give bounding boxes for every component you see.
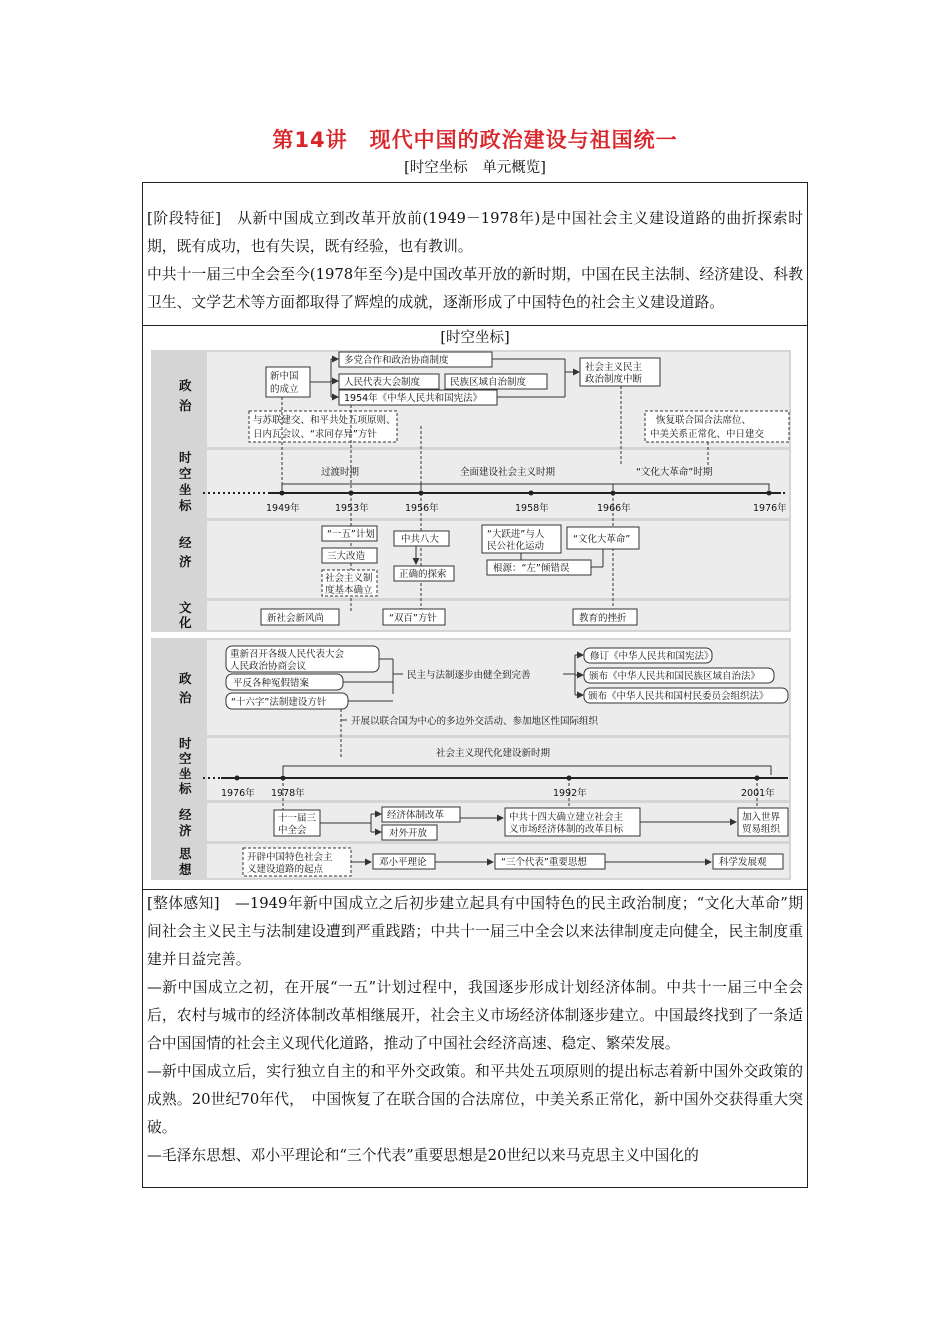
period-new: 社会主义现代化建设新时期 bbox=[436, 748, 551, 759]
svg-text:想: 想 bbox=[179, 862, 192, 877]
box-leap-2: 民公社化运动 bbox=[487, 541, 545, 552]
box-plenum-2: 中全会 bbox=[278, 825, 307, 836]
box-congress8: 中共八大 bbox=[401, 534, 440, 545]
diagram-1976-2001 bbox=[151, 638, 791, 880]
stage-features-cell bbox=[143, 183, 807, 326]
box-market-2: 义市场经济体制的改革目标 bbox=[509, 824, 624, 835]
overall-paragraph-1: [整体感知] —1949年新中国成立之后初步建立起具有中国特色的民主政治制度；“文化大革命”期间社会主义民主与法制建设遭到严重践踏；中共十一届三中全会以来法律制度走向健全，民主制度重建并日益完善。 bbox=[147, 895, 803, 968]
box-explore: 正确的探索 bbox=[399, 569, 447, 580]
svg-text:坐: 坐 bbox=[179, 766, 192, 781]
year-1949: 1949年 bbox=[266, 503, 300, 514]
box-revise: 修订《中华人民共和国宪法》 bbox=[590, 651, 714, 662]
year-2001: 2001年 bbox=[741, 788, 775, 799]
box-const1954: 1954年《中华人民共和国宪法》 bbox=[344, 393, 483, 404]
box-wto-2: 贸易组织 bbox=[742, 824, 781, 835]
box-un-1: 恢复联合国合法席位、 bbox=[656, 415, 752, 426]
box-redress: 平反各种冤假错案 bbox=[233, 678, 310, 689]
box-interrupt-1: 社会主义民主 bbox=[585, 362, 643, 373]
svg-text:标: 标 bbox=[179, 498, 192, 513]
period-transition: 过渡时期 bbox=[321, 467, 360, 478]
overall-cell bbox=[143, 890, 807, 1188]
timeline-diagram bbox=[151, 350, 791, 880]
box-socialism-1: 社会主义制 bbox=[325, 573, 373, 584]
d2-label-economy: 经 bbox=[179, 807, 192, 822]
box-founding-1: 新中国 bbox=[270, 371, 299, 382]
year-1978: 1978年 bbox=[271, 788, 305, 799]
svg-text:济: 济 bbox=[179, 823, 192, 838]
box-multi: 开展以联合国为中心的多边外交活动、参加地区性国际组织 bbox=[351, 716, 599, 727]
overall-paragraph-2: —新中国成立之初，在开展“一五”计划过程中，我国逐步形成计划经济体制。中共十一届三中全会后，农村与城市的经济体制改革相继展开，社会主义市场经济体制逐步建立。中国最终找到了一条适合中国国情的社会主义现代化道路，推动了中国社会经济高速、稳定、繁荣发展。 bbox=[147, 979, 803, 1052]
coordinate-caption: [时空坐标] bbox=[440, 330, 510, 346]
box-plenum-1: 十一届三 bbox=[278, 813, 317, 824]
period-allround: 全面建设社会主义时期 bbox=[460, 467, 556, 478]
d1-label-time: 时 bbox=[179, 450, 192, 465]
d2-label-time: 时 bbox=[179, 736, 192, 751]
diagram-1949-1976 bbox=[151, 350, 791, 632]
box-ethniclaw: 颁布《中华人民共和国民族区域自治法》 bbox=[589, 671, 761, 682]
year-1966: 1966年 bbox=[597, 503, 631, 514]
box-socialism-2: 度基本确立 bbox=[325, 585, 373, 596]
box-road-2: 义建设道路的起点 bbox=[247, 864, 324, 875]
svg-text:治: 治 bbox=[179, 690, 192, 705]
box-plan: “一五”计划 bbox=[327, 529, 375, 540]
d2-label-politics: 政 bbox=[179, 671, 192, 686]
box-edu: 教育的挫折 bbox=[579, 613, 627, 624]
box-interrupt-2: 政治制度中断 bbox=[585, 374, 643, 385]
page-title: 第14讲 现代中国的政治建设与祖国统一 bbox=[272, 128, 678, 152]
stage-paragraph-1: [阶段特征] 从新中国成立到改革开放前(1949－1978年)是中国社会主义建设道路的曲折探索时期，既有成功，也有失误，既有经验，也有教训。 bbox=[147, 210, 803, 255]
box-villagelaw: 颁布《中华人民共和国村民委员会组织法》 bbox=[588, 691, 769, 702]
page-subtitle: [时空坐标 单元概览] bbox=[404, 160, 546, 176]
d1-label-politics-2: 治 bbox=[179, 398, 192, 413]
box-sixteen: “十六字”法制建设方针 bbox=[231, 697, 327, 708]
overall-paragraph-4: —毛泽东思想、邓小平理论和“三个代表”重要思想是20世纪以来马克思主义中国化的 bbox=[147, 1147, 699, 1164]
box-diplomacy-1: 与苏联建交、和平共处五项原则、 bbox=[253, 415, 396, 426]
box-newstyle: 新社会新风尚 bbox=[267, 613, 325, 624]
year-1956: 1956年 bbox=[405, 503, 439, 514]
svg-text:空: 空 bbox=[179, 751, 192, 766]
year-1976b: 1976年 bbox=[221, 788, 255, 799]
box-road-1: 开辟中国特色社会主 bbox=[247, 852, 333, 863]
d1-label-culture: 文 bbox=[179, 600, 192, 615]
box-econreform: 经济体制改革 bbox=[387, 810, 445, 821]
box-market-1: 中共十四大确立建立社会主 bbox=[509, 812, 624, 823]
overview-table bbox=[142, 182, 808, 1188]
box-three: “三个代表”重要思想 bbox=[501, 857, 587, 868]
year-1976: 1976年 bbox=[753, 503, 787, 514]
improve-text: 民主与法制逐步由健全到完善 bbox=[407, 670, 531, 681]
year-1992: 1992年 bbox=[553, 788, 587, 799]
box-wto-1: 加入世界 bbox=[742, 812, 781, 823]
box-leap-1: “大跃进”与人 bbox=[487, 529, 545, 540]
box-founding-2: 的成立 bbox=[270, 384, 299, 395]
d1-label-politics-1: 政 bbox=[179, 378, 192, 393]
svg-text:空: 空 bbox=[179, 466, 192, 481]
box-ethnic: 民族区域自治制度 bbox=[450, 377, 527, 388]
d2-label-thought: 思 bbox=[179, 846, 192, 861]
box-shuangbai: “双百”方针 bbox=[389, 613, 437, 624]
box-deng: 邓小平理论 bbox=[379, 857, 427, 868]
svg-text:化: 化 bbox=[179, 615, 192, 630]
stage-paragraph-2: 中共十一届三中全会至今(1978年至今)是中国改革开放的新时期，中国在民主法制、经济建设、科教卫生、文学艺术等方面都取得了辉煌的成就，逐渐形成了中国特色的社会主义建设道路。 bbox=[147, 266, 803, 311]
year-1953: 1953年 bbox=[335, 503, 369, 514]
box-npc: 人民代表大会制度 bbox=[344, 377, 421, 388]
box-open: 对外开放 bbox=[389, 828, 428, 839]
box-reform3: 三大改造 bbox=[327, 551, 366, 562]
box-diplomacy-2: 日内瓦会议、“求同存异”方针 bbox=[253, 429, 377, 440]
box-reconvene-1: 重新召开各级人民代表大会 bbox=[230, 649, 345, 660]
box-un-2: 中美关系正常化、中日建交 bbox=[650, 429, 765, 440]
svg-text:济: 济 bbox=[179, 554, 192, 569]
coordinate-cell bbox=[143, 326, 807, 890]
box-cr: “文化大革命” bbox=[573, 534, 631, 545]
box-sci: 科学发展观 bbox=[719, 857, 767, 868]
svg-text:标: 标 bbox=[179, 781, 192, 796]
svg-text:坐: 坐 bbox=[179, 482, 192, 497]
d1-label-economy: 经 bbox=[179, 535, 192, 550]
box-root: 根源：“左”倾错误 bbox=[493, 563, 570, 574]
overall-paragraph-3: —新中国成立后，实行独立自主的和平外交政策。和平共处五项原则的提出标志着新中国外交政策的成熟。20世纪70年代， 中国恢复了在联合国的合法席位，中美关系正常化，新中国外交获得重大突破。 bbox=[147, 1063, 803, 1136]
period-cr: “文化大革命”时期 bbox=[636, 467, 713, 478]
box-reconvene-2: 人民政治协商会议 bbox=[230, 661, 307, 672]
year-1958: 1958年 bbox=[515, 503, 549, 514]
box-cppcc: 多党合作和政治协商制度 bbox=[344, 355, 449, 366]
